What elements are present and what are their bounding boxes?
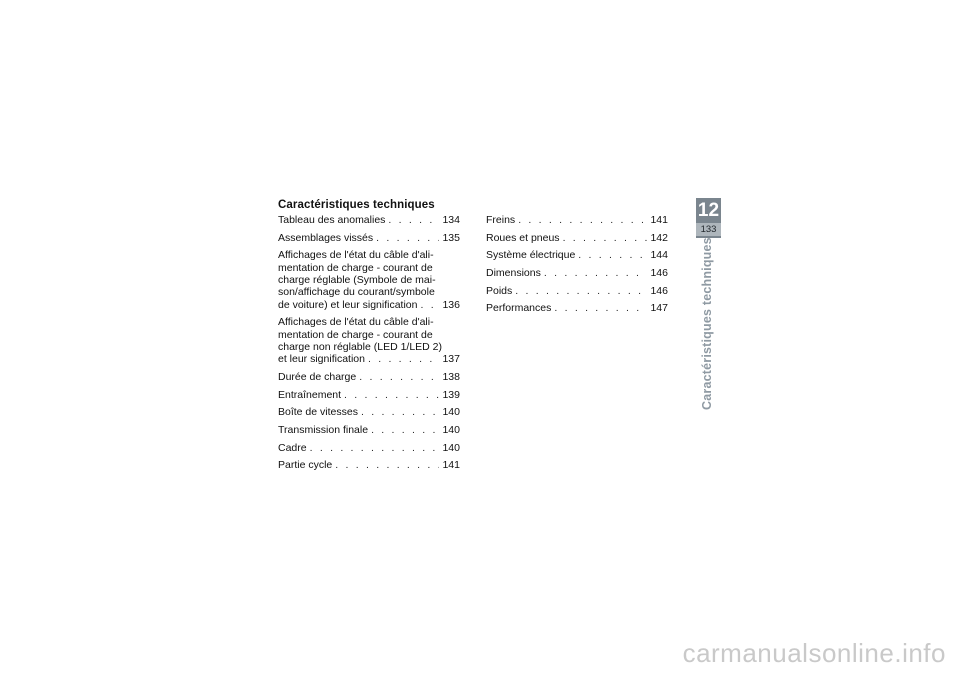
toc-page-number: 141: [650, 214, 668, 226]
toc-entry[interactable]: [486, 249, 668, 261]
dot-leader: [421, 299, 440, 311]
toc-page-number: 144: [650, 249, 668, 262]
toc-entry-line: Affichages de l'état du câble d'ali-: [278, 316, 434, 329]
toc-entry-row: [486, 302, 668, 314]
toc-entry-row: [486, 232, 668, 244]
dot-leader: [361, 406, 439, 418]
chapter-number: 12: [697, 200, 720, 221]
toc-page-number: 146: [650, 267, 668, 280]
toc-page-number: 135: [442, 231, 460, 244]
toc-entry-line: Système électrique: [486, 249, 576, 262]
toc-entry-line: Tableau des anomalies: [278, 214, 386, 226]
dot-leader: [515, 285, 647, 297]
dot-leader: [344, 389, 439, 401]
dot-leader: [359, 371, 439, 383]
toc-page-number: 140: [442, 441, 460, 454]
toc-entry[interactable]: [278, 316, 460, 365]
dot-leader: [310, 442, 439, 454]
toc-entry-row: [278, 389, 460, 401]
toc-entry-line: Affichages de l'état du câble d'ali-: [278, 249, 434, 262]
toc-page-number: 142: [650, 231, 668, 244]
dot-leader: [376, 232, 439, 244]
toc-entry[interactable]: [278, 389, 460, 401]
toc-entry[interactable]: [278, 424, 460, 436]
toc-entry-line: Performances: [486, 302, 552, 315]
toc-entry[interactable]: [486, 302, 668, 314]
toc-entry[interactable]: [278, 442, 460, 454]
toc-page-number: 138: [442, 370, 460, 383]
toc-entry-row: [278, 232, 460, 244]
toc-entry-row: [486, 214, 668, 226]
toc-entry-line: Roues et pneus: [486, 231, 560, 244]
toc-entry-row: [278, 459, 460, 471]
dot-leader: [335, 459, 439, 471]
dot-leader: [563, 232, 647, 244]
toc-page-number: 137: [442, 353, 460, 366]
toc-entry-line: mentation de charge - courant de: [278, 328, 433, 341]
toc-entry-line: Durée de charge: [278, 370, 357, 383]
toc-entry-line: Entraînement: [278, 388, 342, 401]
toc-entry[interactable]: [278, 371, 460, 383]
toc-left-column: [278, 214, 460, 477]
dot-leader: [578, 249, 647, 261]
toc-page-number: 140: [442, 406, 460, 419]
toc-entry-line: son/affichage du courant/symbole: [278, 286, 435, 299]
toc-entry-line: charge réglable (Symbole de mai-: [278, 273, 436, 286]
section-title: Caractéristiques techniques: [278, 199, 435, 211]
toc-entry-row: [278, 371, 460, 383]
toc-entry-line: mentation de charge - courant de: [278, 261, 433, 274]
toc-entry-line: Freins: [486, 214, 516, 226]
toc-entry-line: Partie cycle: [278, 459, 333, 472]
side-chapter-label: Caractéristiques techniques: [700, 237, 714, 410]
page-number: 133: [696, 223, 721, 236]
toc-page-number: 140: [442, 423, 460, 436]
dot-leader: [368, 353, 439, 365]
toc-entry-line: et leur signification: [278, 353, 365, 366]
toc-entry-line: Poids: [486, 284, 513, 297]
toc-entry[interactable]: [486, 267, 668, 279]
toc-entry[interactable]: [278, 249, 460, 310]
chapter-badge: [696, 198, 721, 238]
toc-entry-line: Dimensions: [486, 267, 541, 280]
toc-entry[interactable]: [278, 232, 460, 244]
toc-entry[interactable]: [486, 214, 668, 226]
toc-entry-row: [486, 285, 668, 297]
toc-entry-row: [278, 424, 460, 436]
toc-entry[interactable]: [486, 285, 668, 297]
toc-entry-line: Boîte de vitesses: [278, 406, 358, 419]
toc-entry-row: [278, 406, 460, 418]
toc-entry-row: [486, 267, 668, 279]
toc-entry[interactable]: [486, 232, 668, 244]
toc-entry-line: Assemblages vissés: [278, 231, 374, 244]
toc-entry-line: charge non réglable (LED 1/LED 2): [278, 340, 443, 353]
toc-entry-row: [278, 442, 460, 454]
toc-page-number: 141: [442, 459, 460, 472]
dot-leader: [544, 267, 647, 279]
toc-entry-line: Cadre: [278, 441, 307, 454]
toc-entry[interactable]: [278, 214, 460, 226]
toc-page-number: 147: [650, 302, 668, 315]
toc-entry[interactable]: [278, 459, 460, 471]
toc-right-column: [486, 214, 668, 320]
toc-entry-row: [278, 353, 460, 365]
dot-leader: [518, 214, 647, 226]
dot-leader: [554, 302, 647, 314]
toc-page-number: 136: [442, 298, 460, 311]
toc-entry[interactable]: [278, 406, 460, 418]
toc-entry-line: de voiture) et leur signification: [278, 298, 418, 311]
toc-page-number: 146: [650, 284, 668, 297]
dot-leader: [371, 424, 439, 436]
toc-entry-row: [486, 249, 668, 261]
dot-leader: [388, 214, 439, 226]
toc-entry-row: [278, 214, 460, 226]
toc-page-number: 134: [442, 214, 460, 226]
toc-entry-line: Transmission finale: [278, 423, 369, 436]
toc-entry-row: [278, 299, 460, 311]
toc-page-number: 139: [442, 388, 460, 401]
watermark-text: carmanualsonline.info: [682, 638, 946, 668]
